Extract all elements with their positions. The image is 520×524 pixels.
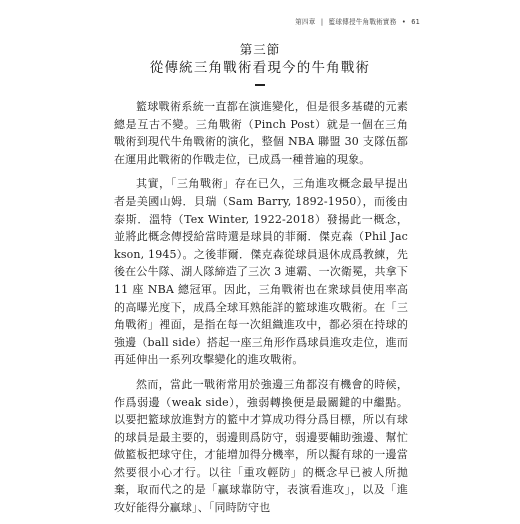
header-dot: •	[401, 18, 406, 26]
section-number: 第三節	[239, 42, 281, 57]
running-header	[295, 16, 420, 26]
body-text	[114, 98, 408, 524]
section-heading	[0, 41, 520, 86]
paragraph: 然而，當此一戰術常用於強邊三角都沒有機會的時候，作爲弱邊（weak side），強弱轉換便是最關鍵的中繼點。以要把籃球放進對方的籃中才算成功得分爲目標，所以有球的球員是最主要的，弱邊則爲防守，弱邊要輔助強邊、幫忙做籃板把球守住，才能增加得分機率，所以擬有球的一邊當然要很小心才行。以往「重攻輕防」的概念早已被人所拋棄，取而代之的是「贏球靠防守，表演看進攻」，以及「進攻好能得分贏球」、「同時防守也	[114, 377, 408, 515]
title-underline	[255, 84, 265, 86]
book-title: 籃球傳授牛角戰術實務	[328, 18, 397, 26]
header-divider: |	[320, 18, 324, 26]
section-title: 從傳統三角戰術看現今的牛角戰術	[149, 60, 371, 76]
paragraph: 籃球戰術系統一直都在演進變化，但是很多基礎的元素總是互古不變。三角戰術（Pinch Post）就是一個在三角戰術到現代牛角戰術的演化，整個 NBA 聯盟 30 支隊伍都在運用此戰術的作戰走位，已成爲一種普遍的現象。	[114, 100, 408, 166]
page-number: 61	[411, 18, 420, 26]
paragraph: 其實，「三角戰術」存在已久，三角進攻概念最早提出者是美國山姆．貝瑞（Sam Barry, 1892-1950），而後由泰斯．溫特（Tex Winter, 1922-2018）發揚此一概念，並將此概念傳授給當時還是球員的菲爾．傑克森（Phil Jackson, 1945）。之後菲爾．傑克森從球員退休成爲教練，先後在公牛隊、湖人隊締造了三次 3 連霸、一次衛冕，共拿下 11 座 NBA 總冠軍。因此，三角戰術也在衆球員使用率高的高曝光度下，成爲全球耳熟能詳的籃球進攻戰術。在「三角戰術」裡面，是指在每一次組織進攻中，都必須在持球的強邊（ball side）搭起一座三角形作爲球員進攻走位，進而再延伸出一系列攻擊變化的進攻戰術。	[114, 177, 408, 367]
chapter-label: 第四章	[295, 18, 316, 26]
